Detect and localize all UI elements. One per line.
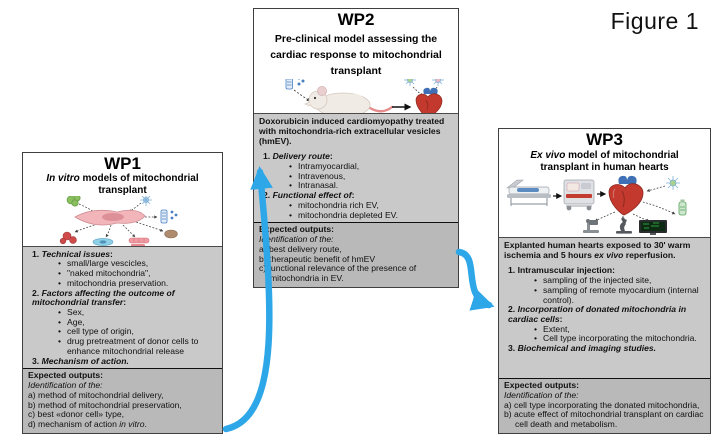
figure-label: Figure 1 [610,8,699,34]
bullet-item: • Extent, [534,323,570,334]
output-item: b) method of mitochondrial preservation, [28,399,182,410]
outputs-heading: Expected outputs: [28,370,103,381]
wp3-list [504,266,705,353]
wp3-outputs-list [504,401,705,430]
imaging-scanner-icon [583,219,599,233]
ev-pink-snowflake-icon [432,79,444,86]
brown-cell-icon [164,230,177,238]
ex-vivo-heart-illustration-icon [503,174,707,236]
wp1-title: WP1 [104,154,141,173]
arrow-wp2-to-wp3-icon [459,252,489,305]
red-cells-icon [60,232,76,244]
bullet-item: • cell type of origin, [58,326,134,337]
bullet-item: • mitochondria depleted EV. [289,209,399,220]
bullet-item: • Intramyocardial, [289,161,360,171]
wp1-illustration [23,196,222,246]
mouse-model-illustration-icon [258,79,454,113]
wp1-subtitle: In vitro models of mitochondrial transplant [46,173,199,196]
wp3-subtitle: Ex vivo model of mitochondrial transplant in human hearts [530,150,679,173]
wp3-expected-outputs [499,378,710,433]
perfusion-machine-icon [564,180,594,210]
ev-green-snowflake-icon [404,79,416,86]
mouse-icon [305,86,392,113]
wp2-header [254,9,458,79]
blue-cell-icon [93,238,113,245]
output-item: c) best «donor cell» type, [28,409,125,420]
numbered-item: 2. Functional effect of: [263,190,355,201]
monitor-icon [639,220,667,235]
bullet-item: • "naked mitochondria", [58,268,151,279]
hospital-bed-icon [507,180,551,206]
heart-icon [609,176,643,215]
bullet-item: • small/large vescicles, [58,258,149,269]
bullet-item: • sampling of remote myocardium (internal control). [534,284,699,305]
output-item: b) acute effect of mitochondrial transplant on cardiac cell death and metabolism. [504,409,704,430]
wp2-box [253,8,459,288]
wp2-task-list [254,113,458,222]
wp3-box [498,128,711,434]
outputs-heading: Expected outputs: [259,224,334,235]
outputs-intro: Identification of the: [28,380,103,391]
wp1-box [22,152,223,434]
muscle-strip-icon [129,238,149,246]
green-cell-icon [67,196,80,206]
wp2-intro: Doxorubicin induced cardiomyopathy treated with mitochondria-rich extracellular vesicles (hmEV). [259,116,445,146]
cell-transfer-illustration-icon [33,196,213,246]
numbered-item: 1. Delivery route: [263,151,333,162]
outputs-intro: Identification of the: [504,389,579,400]
numbered-item: 2. Factors affecting the outcome of mitochondrial transfer: [32,287,175,308]
wp3-illustration [499,173,710,237]
ev-snowflake-icon [666,176,680,190]
bullet-item: • mitochondria preservation. [58,277,169,288]
green-vial-icon [679,200,686,216]
bullet-item: • Sex, [58,307,85,317]
microscope-icon [616,217,632,233]
vesicle-snowflake-icon [140,196,152,206]
heart-icon [416,87,442,113]
bullet-item: • mitochondria rich EV, [289,199,379,210]
numbered-item: 1. Technical issues: [32,248,113,259]
output-item: c) functional relevance of the presence of mitochondria in EV. [259,263,417,284]
output-item: a) method of mitochondrial delivery, [28,389,164,400]
wp1-task-list [23,246,222,368]
output-item: a) best delivery route, [259,243,342,254]
wp2-expected-outputs [254,222,458,287]
wp1-expected-outputs [23,368,222,433]
numbered-item: 1. Intramuscular injection: [508,265,615,276]
output-item: b) therapeutic benefit of hmEV [259,253,376,264]
wp3-title: WP3 [586,130,623,149]
recipient-cell-icon [75,210,145,225]
bullet-item: • Cell type incorporating the mitochondria. [534,333,697,344]
output-item: a) cell type incorporating the donated mitochondria, [504,399,700,410]
bullet-item: • Intravenous, [289,170,346,181]
wp3-intro: Explanted human hearts exposed to 30' warm ischemia and 5 hours ex vivo reperfusion. [504,240,691,260]
mitochondria-vial-icon [161,210,177,223]
wp3-header [499,129,710,173]
outputs-intro: Identification of the: [259,234,334,245]
numbered-item: 3. Mechanism of action. [32,355,129,366]
bullet-item: • Age, [58,316,85,327]
output-item: d) mechanism of action in vitro. [28,419,147,430]
wp1-header [23,153,222,196]
numbered-item: 2. Incorporation of donated mitochondria in cardiac cells: [508,304,687,324]
numbered-item: 3. Biochemical and imaging studies. [508,343,657,354]
ev-vial-icon [286,79,305,89]
wp2-list [259,152,453,220]
wp2-title: WP2 [337,10,375,29]
wp2-illustration [254,79,458,113]
outputs-heading: Expected outputs: [504,380,579,391]
wp2-subtitle: Pre-clinical model assessing the cardiac response to mitochondrial transplant [270,33,442,77]
wp2-outputs-list [259,245,453,284]
wp1-outputs-list [28,391,217,430]
bullet-item: • drug pretreatment of donor cells to enhance mitochondrial release [58,336,199,356]
bullet-item: • sampling of the injected site, [534,275,652,286]
bullet-item: • Intranasal. [289,180,339,191]
wp3-task-list [499,237,710,378]
